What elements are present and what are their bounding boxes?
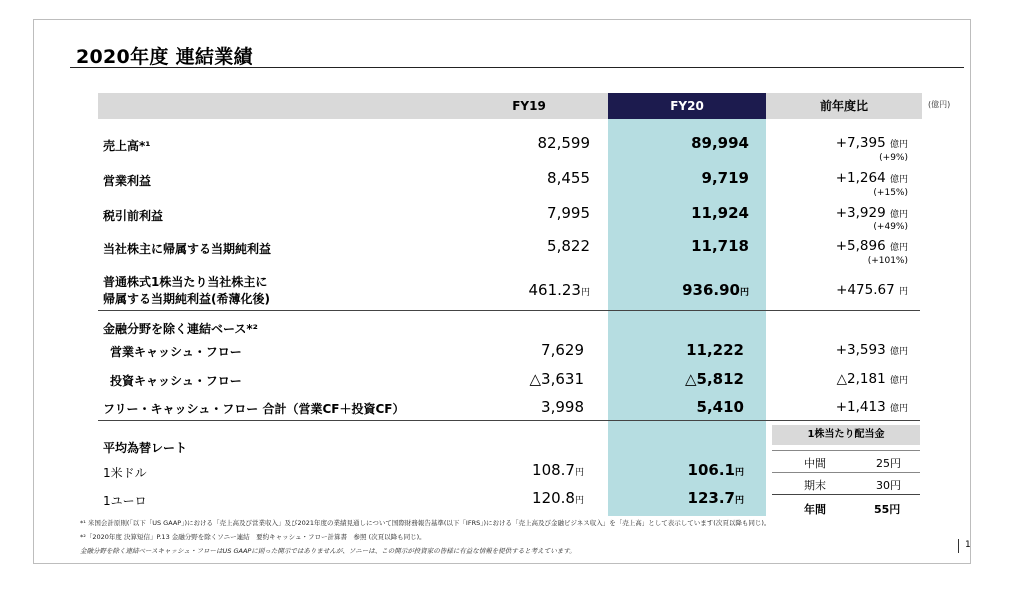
icf-fy20: △5,812 [685,370,744,388]
dividend-final-value: 30円 [876,479,901,492]
usd-fy20: 106.1円 [687,461,744,479]
fcf-delta: +1,413 億円 [835,399,908,415]
row-label-eps-line2: 帰属する当期純利益(希薄化後) [103,292,270,306]
section-label-fx: 平均為替レート [103,441,188,455]
dividend-final-label: 期末 [804,479,826,492]
opinc-fy20: 9,719 [701,169,749,187]
row-label-netinc: 当社株主に帰属する当期純利益 [103,242,272,256]
page-number: 1 [965,540,971,550]
pretax-pct: (+49%) [873,222,908,232]
icf-delta: △2,181 億円 [836,371,908,387]
dividend-header: 1株当たり配当金 [772,425,920,445]
eur-fy19: 120.8円 [532,489,584,507]
eps-delta: +475.67 円 [836,282,908,298]
sales-delta: +7,395 億円 [835,135,908,151]
dividend-interim-label: 中間 [804,457,826,470]
header-fy20: FY20 [670,99,704,113]
fcf-fy20: 5,410 [696,398,744,416]
pretax-delta: +3,929 億円 [835,205,908,221]
row-label-eps-line1: 普通株式1株当たり当社株主に [103,275,268,289]
row-label-fcf: フリー・キャッシュ・フロー 合計（営業CF＋投資CF） [103,402,405,416]
fcf-fy19: 3,998 [541,398,584,416]
divider-cashflow [98,420,920,421]
dividend-interim-value: 25円 [876,457,901,470]
opinc-pct: (+15%) [873,188,908,198]
sales-fy20: 89,994 [691,134,749,152]
icf-fy19: △3,631 [529,370,584,388]
dividend-rule-2 [772,472,920,473]
pretax-fy20: 11,924 [691,204,749,222]
pretax-fy19: 7,995 [547,204,590,222]
row-label-ocf: 営業キャッシュ・フロー [110,345,242,359]
header-delta: 前年度比 [819,99,868,113]
title-underline [70,67,964,68]
row-label-sales: 売上高*¹ [103,139,151,153]
opinc-fy19: 8,455 [547,169,590,187]
sales-fy19: 82,599 [537,134,590,152]
row-label-pretax: 税引前利益 [103,209,164,223]
eps-fy20: 936.90円 [682,281,749,299]
footnote-2: *²「2020年度 決算短信」P.13 金融分野を除くソニー連結 要約キャッシュ・フロー計算書 参照 (次頁以降も同じ)。 [80,533,426,541]
dividend-annual-value: 55円 [874,503,901,516]
dividend-annual-label: 年間 [804,503,826,516]
netinc-fy20: 11,718 [691,237,749,255]
unit-label: (億円) [928,100,951,109]
usd-fy19: 108.7円 [532,461,584,479]
netinc-delta: +5,896 億円 [835,238,908,254]
page-number-divider [958,539,959,553]
eps-fy19: 461.23円 [528,281,590,299]
row-label-usd: 1米ドル [103,466,147,480]
ocf-fy20: 11,222 [686,341,744,359]
sales-pct: (+9%) [879,153,908,163]
footnote-1: *¹ 米国会計原則(「以下「US GAAP」)における「売上高及び営業収入」及び2021年度の業績見通しについて国際財務報告基準(以下「IFRS」)における「売上高及び金融ビジネス収入」を「売上高」として表示しています(次頁以降も同じ)。 [80,519,771,527]
netinc-pct: (+101%) [867,256,908,266]
header-fy19: FY19 [512,99,546,113]
dividend-rule-3 [772,494,920,495]
section-label-cf: 金融分野を除く連結ベース*² [103,322,258,336]
ocf-fy19: 7,629 [541,341,584,359]
opinc-delta: +1,264 億円 [835,170,908,186]
divider-earnings [98,310,920,311]
row-label-eur: 1ユーロ [103,494,147,508]
page-title: 2020年度 連結業績 [76,46,253,68]
netinc-fy19: 5,822 [547,237,590,255]
eur-fy20: 123.7円 [687,489,744,507]
dividend-rule-1 [772,450,920,451]
row-label-icf: 投資キャッシュ・フロー [110,374,242,388]
ocf-delta: +3,593 億円 [835,342,908,358]
footnote-3: 金融分野を除く連結ベースキャッシュ・フローはUS GAAPに則った開示ではありませんが、ソニーは、この開示が投資家の皆様に有益な情報を提供すると考えています。 [80,547,576,555]
row-label-opinc: 営業利益 [103,174,152,188]
